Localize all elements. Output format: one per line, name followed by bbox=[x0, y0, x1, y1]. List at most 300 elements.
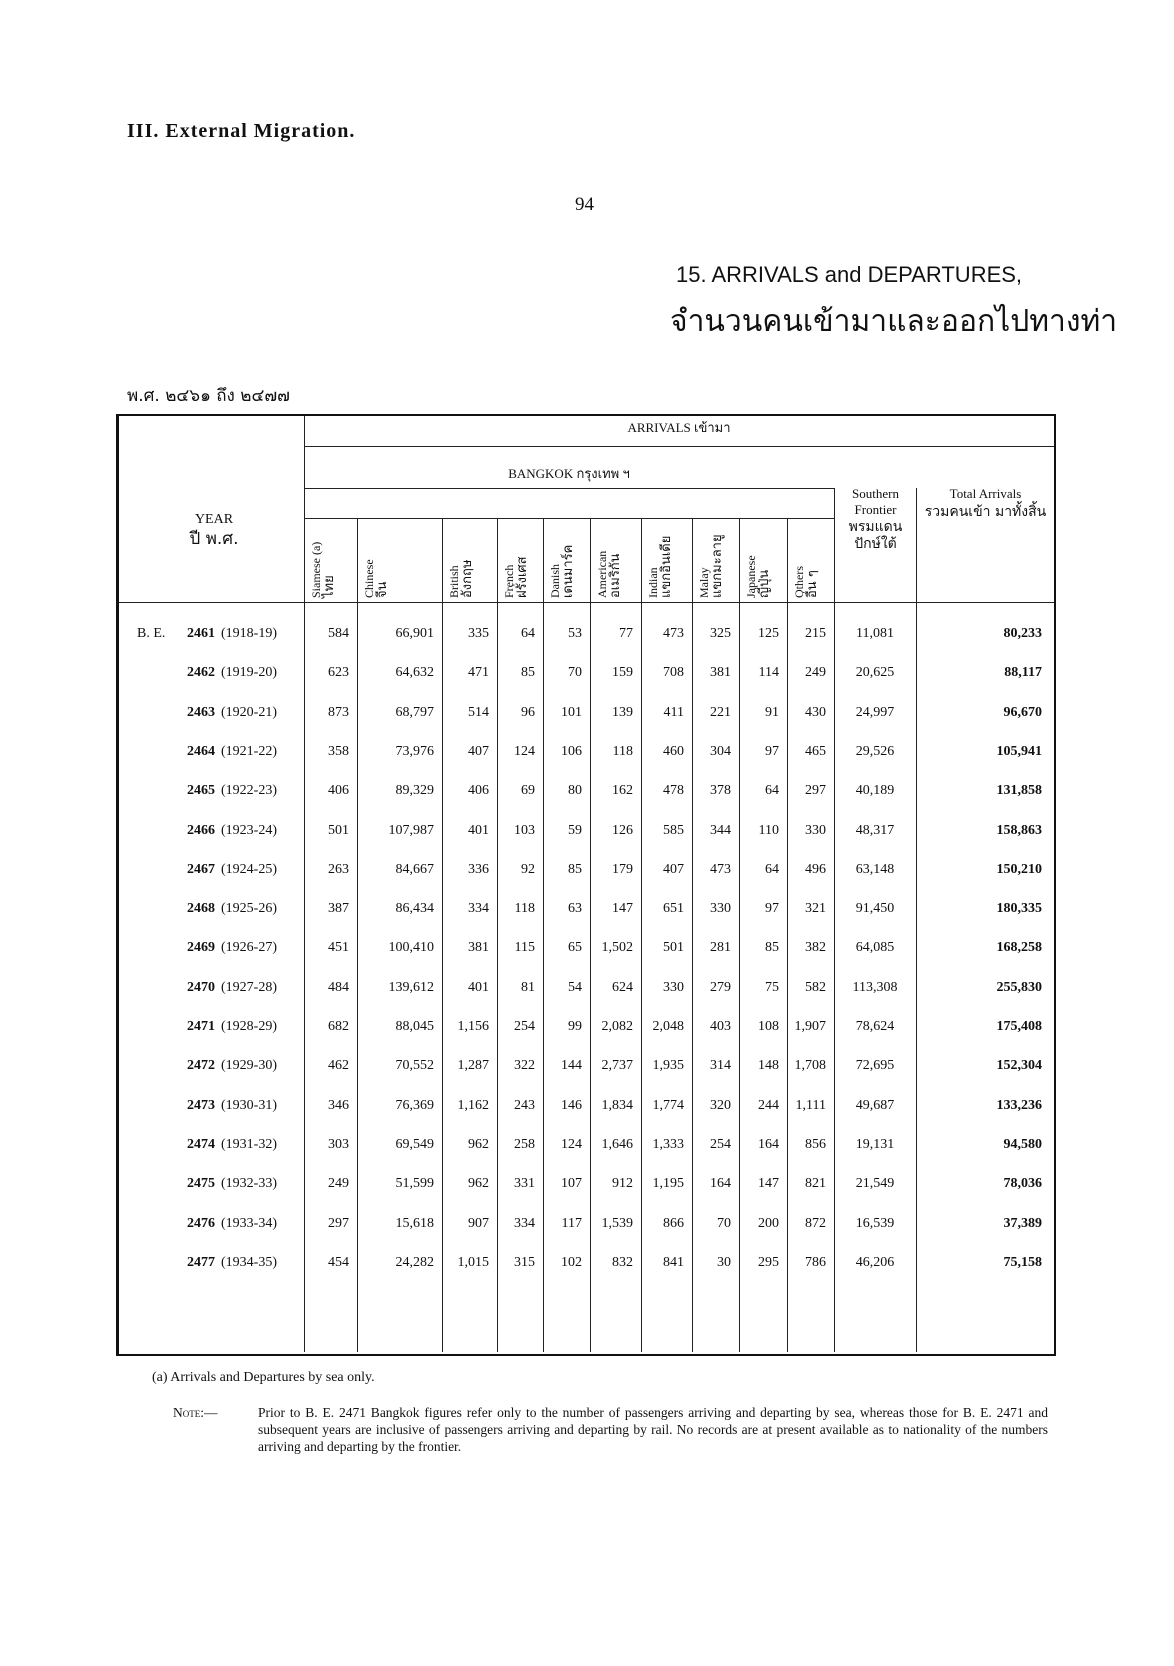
cell-southern-frontier: 21,549 bbox=[855, 1176, 895, 1192]
year-cell bbox=[187, 940, 277, 956]
column-label-en: Japanese bbox=[744, 555, 758, 598]
cell-indian: 841 bbox=[663, 1254, 684, 1270]
cell-siamese: 303 bbox=[328, 1136, 349, 1152]
year-ce: (1927-28) bbox=[221, 979, 277, 995]
cell-total-arrivals: 180,335 bbox=[996, 901, 1042, 917]
table-rule bbox=[692, 518, 693, 1352]
cell-siamese: 387 bbox=[328, 901, 349, 917]
arrivals-table bbox=[116, 414, 1056, 1356]
cell-siamese: 451 bbox=[328, 940, 349, 956]
column-label-th: ญี่ปุ่น bbox=[757, 569, 773, 598]
cell-indian: 330 bbox=[663, 979, 684, 995]
cell-siamese: 462 bbox=[328, 1058, 349, 1074]
cell-malay: 279 bbox=[710, 979, 731, 995]
year-cell bbox=[187, 980, 277, 996]
year-ce: (1933-34) bbox=[221, 1215, 277, 1231]
cell-siamese: 358 bbox=[328, 743, 349, 759]
cell-japanese: 91 bbox=[765, 704, 779, 720]
cell-southern-frontier: 64,085 bbox=[855, 940, 895, 956]
year-be: 2466 bbox=[187, 822, 215, 838]
column-label-en: French bbox=[502, 564, 516, 598]
cell-japanese: 75 bbox=[765, 979, 779, 995]
year-ce: (1923-24) bbox=[221, 822, 277, 838]
year-ce: (1928-29) bbox=[221, 1019, 277, 1034]
cell-british: 336 bbox=[468, 861, 489, 877]
cell-indian: 2,048 bbox=[652, 1019, 684, 1034]
column-header-american bbox=[596, 524, 623, 598]
cell-siamese: 406 bbox=[328, 783, 349, 799]
cell-japanese: 64 bbox=[765, 861, 779, 877]
year-cell bbox=[187, 823, 277, 839]
cell-siamese: 249 bbox=[328, 1176, 349, 1192]
year-be: 2463 bbox=[187, 704, 215, 720]
cell-others: 382 bbox=[805, 940, 826, 956]
cell-siamese: 297 bbox=[328, 1215, 349, 1231]
cell-chinese: 84,667 bbox=[395, 861, 434, 877]
table-rule bbox=[304, 488, 834, 489]
cell-chinese: 73,976 bbox=[395, 743, 434, 759]
cell-others: 321 bbox=[805, 901, 826, 917]
cell-british: 335 bbox=[468, 626, 489, 641]
cell-american: 126 bbox=[612, 822, 633, 838]
table-rule bbox=[739, 518, 740, 1352]
cell-american: 2,737 bbox=[601, 1058, 633, 1074]
year-cell bbox=[187, 744, 277, 760]
cell-chinese: 107,987 bbox=[388, 822, 434, 838]
cell-american: 1,502 bbox=[601, 940, 633, 956]
cell-japanese: 148 bbox=[758, 1058, 779, 1074]
cell-total-arrivals: 158,863 bbox=[996, 822, 1042, 838]
cell-french: 258 bbox=[514, 1136, 535, 1152]
cell-southern-frontier: 113,308 bbox=[852, 979, 898, 995]
cell-indian: 1,935 bbox=[652, 1058, 684, 1074]
cell-british: 1,287 bbox=[457, 1058, 489, 1074]
cell-southern-frontier: 16,539 bbox=[855, 1215, 895, 1231]
column-label-en: Chinese bbox=[362, 559, 376, 598]
footnote: (a) Arrivals and Departures by sea only. bbox=[152, 1370, 375, 1385]
cell-danish: 63 bbox=[568, 901, 582, 917]
cell-malay: 70 bbox=[717, 1215, 731, 1231]
year-cell bbox=[187, 783, 277, 799]
year-cell bbox=[187, 1137, 277, 1153]
cell-indian: 708 bbox=[663, 665, 684, 681]
cell-southern-frontier: 49,687 bbox=[855, 1097, 895, 1113]
year-cell bbox=[187, 1058, 277, 1074]
cell-indian: 501 bbox=[663, 940, 684, 956]
cell-malay: 254 bbox=[710, 1136, 731, 1152]
cell-siamese: 873 bbox=[328, 704, 349, 720]
cell-danish: 117 bbox=[561, 1215, 582, 1231]
table-rule bbox=[590, 518, 591, 1352]
cell-indian: 585 bbox=[663, 822, 684, 838]
cell-total-arrivals: 96,670 bbox=[1003, 704, 1042, 720]
cell-total-arrivals: 131,858 bbox=[996, 783, 1042, 799]
year-ce: (1931-32) bbox=[221, 1136, 277, 1152]
cell-japanese: 64 bbox=[765, 783, 779, 799]
cell-danish: 144 bbox=[561, 1058, 582, 1074]
cell-japanese: 244 bbox=[758, 1097, 779, 1113]
cell-others: 297 bbox=[805, 783, 826, 799]
column-label-en: Siamese (a) bbox=[309, 541, 323, 598]
table-rule bbox=[787, 518, 788, 1352]
cell-japanese: 97 bbox=[765, 901, 779, 917]
year-ce: (1926-27) bbox=[221, 940, 277, 956]
year-header bbox=[139, 512, 289, 549]
year-ce: (1929-30) bbox=[221, 1058, 277, 1074]
cell-british: 407 bbox=[468, 743, 489, 759]
cell-danish: 101 bbox=[561, 704, 582, 720]
cell-indian: 478 bbox=[663, 783, 684, 799]
year-be: 2477 bbox=[187, 1254, 215, 1270]
cell-malay: 304 bbox=[710, 743, 731, 759]
year-be: 2470 bbox=[187, 979, 215, 995]
year-label-thai: ปี พ.ศ. bbox=[189, 528, 239, 549]
note-text: Prior to B. E. 2471 Bangkok figures refer only to the number of passengers arriving and departing by sea, whereas those for B. E. 2471 and subsequent years are inclusive of passengers arriving and departing by rail. No records are at present available as to nationality of the numbers arriving and departing by the frontier. bbox=[258, 1405, 1048, 1454]
cell-french: 69 bbox=[521, 783, 535, 799]
cell-malay: 314 bbox=[710, 1058, 731, 1074]
cell-american: 1,539 bbox=[601, 1215, 633, 1231]
cell-chinese: 66,901 bbox=[395, 626, 434, 641]
cell-chinese: 51,599 bbox=[395, 1176, 434, 1192]
cell-others: 786 bbox=[805, 1254, 826, 1270]
cell-total-arrivals: 78,036 bbox=[1003, 1176, 1042, 1192]
table-rule bbox=[543, 518, 544, 1352]
cell-french: 243 bbox=[514, 1097, 535, 1113]
cell-chinese: 139,612 bbox=[388, 979, 434, 995]
southern-frontier-header bbox=[835, 486, 916, 553]
cell-southern-frontier: 19,131 bbox=[855, 1136, 895, 1152]
cell-french: 85 bbox=[521, 665, 535, 681]
cell-malay: 320 bbox=[710, 1097, 731, 1113]
year-cell bbox=[187, 901, 277, 917]
cell-malay: 164 bbox=[710, 1176, 731, 1192]
cell-japanese: 97 bbox=[765, 743, 779, 759]
year-be: 2468 bbox=[187, 901, 215, 917]
table-rule bbox=[304, 518, 834, 519]
table-rule bbox=[119, 602, 1054, 603]
cell-total-arrivals: 94,580 bbox=[1003, 1136, 1042, 1152]
cell-american: 139 bbox=[612, 704, 633, 720]
cell-danish: 146 bbox=[561, 1097, 582, 1113]
year-be: 2465 bbox=[187, 783, 215, 799]
table-rule bbox=[357, 518, 358, 1352]
year-cell bbox=[187, 1098, 277, 1114]
cell-british: 1,015 bbox=[457, 1254, 489, 1270]
column-header-japanese bbox=[745, 524, 772, 598]
cell-siamese: 484 bbox=[328, 979, 349, 995]
cell-others: 1,907 bbox=[794, 1019, 826, 1034]
southern-frontier-label: Southern Frontier bbox=[852, 486, 899, 517]
note bbox=[173, 1405, 1048, 1456]
total-arrivals-label-thai: รวมคนเข้า มาทั้งสิ้น bbox=[924, 503, 1047, 520]
column-header-chinese bbox=[363, 524, 390, 598]
cell-british: 401 bbox=[468, 979, 489, 995]
total-arrivals-label: Total Arrivals bbox=[949, 486, 1022, 501]
cell-indian: 1,774 bbox=[652, 1097, 684, 1113]
cell-british: 471 bbox=[468, 665, 489, 681]
cell-japanese: 200 bbox=[758, 1215, 779, 1231]
cell-others: 1,708 bbox=[794, 1058, 826, 1074]
cell-indian: 473 bbox=[663, 626, 684, 641]
cell-british: 962 bbox=[468, 1176, 489, 1192]
bangkok-header: BANGKOK กรุงเทพ ฯ bbox=[508, 466, 630, 481]
cell-danish: 53 bbox=[568, 626, 582, 641]
cell-total-arrivals: 168,258 bbox=[996, 940, 1042, 956]
cell-total-arrivals: 133,236 bbox=[996, 1097, 1042, 1113]
table-rule bbox=[442, 518, 443, 1352]
cell-british: 962 bbox=[468, 1136, 489, 1152]
cell-siamese: 623 bbox=[328, 665, 349, 681]
cell-british: 406 bbox=[468, 783, 489, 799]
cell-southern-frontier: 78,624 bbox=[855, 1019, 895, 1034]
cell-danish: 70 bbox=[568, 665, 582, 681]
arrivals-header: ARRIVALS เข้ามา bbox=[627, 420, 731, 435]
year-ce: (1918-19) bbox=[221, 626, 277, 641]
column-header-others bbox=[793, 524, 820, 598]
cell-japanese: 164 bbox=[758, 1136, 779, 1152]
column-label-en: British bbox=[447, 565, 461, 598]
year-cell bbox=[187, 705, 277, 721]
cell-southern-frontier: 29,526 bbox=[855, 743, 895, 759]
cell-danish: 54 bbox=[568, 979, 582, 995]
year-ce: (1925-26) bbox=[221, 901, 277, 917]
cell-others: 1,111 bbox=[795, 1097, 826, 1113]
cell-others: 856 bbox=[805, 1136, 826, 1152]
cell-french: 92 bbox=[521, 861, 535, 877]
cell-malay: 30 bbox=[717, 1254, 731, 1270]
cell-chinese: 89,329 bbox=[395, 783, 434, 799]
cell-danish: 102 bbox=[561, 1254, 582, 1270]
cell-chinese: 24,282 bbox=[395, 1254, 434, 1270]
column-label-th: อเมริกัน bbox=[608, 553, 624, 598]
cell-southern-frontier: 11,081 bbox=[856, 626, 894, 641]
table-rule bbox=[497, 518, 498, 1352]
cell-french: 118 bbox=[514, 901, 535, 917]
cell-total-arrivals: 88,117 bbox=[1004, 665, 1042, 681]
year-ce: (1921-22) bbox=[221, 743, 277, 759]
table-rule bbox=[304, 446, 1054, 447]
column-label-en: Danish bbox=[548, 564, 562, 598]
year-ce: (1934-35) bbox=[221, 1254, 277, 1270]
cell-american: 1,834 bbox=[601, 1097, 633, 1113]
cell-american: 179 bbox=[612, 861, 633, 877]
cell-others: 465 bbox=[805, 743, 826, 759]
cell-american: 147 bbox=[612, 901, 633, 917]
column-header-british bbox=[448, 524, 475, 598]
cell-british: 514 bbox=[468, 704, 489, 720]
cell-indian: 1,195 bbox=[652, 1176, 684, 1192]
column-label-th: เดนมาร์ค bbox=[561, 544, 577, 598]
cell-chinese: 100,410 bbox=[388, 940, 434, 956]
cell-southern-frontier: 40,189 bbox=[855, 783, 895, 799]
year-be: 2461 bbox=[187, 626, 215, 641]
cell-danish: 99 bbox=[568, 1019, 582, 1034]
table-rule bbox=[304, 416, 305, 1352]
cell-siamese: 454 bbox=[328, 1254, 349, 1270]
page-number: 94 bbox=[575, 194, 594, 215]
cell-french: 115 bbox=[514, 940, 535, 956]
cell-japanese: 295 bbox=[758, 1254, 779, 1270]
column-label-en: Malay bbox=[697, 567, 711, 598]
cell-french: 96 bbox=[521, 704, 535, 720]
cell-french: 124 bbox=[514, 743, 535, 759]
note-label: Note:— bbox=[173, 1405, 218, 1420]
cell-american: 1,646 bbox=[601, 1136, 633, 1152]
cell-total-arrivals: 255,830 bbox=[996, 979, 1042, 995]
cell-indian: 1,333 bbox=[652, 1136, 684, 1152]
column-header-malay bbox=[698, 524, 725, 598]
year-ce: (1920-21) bbox=[221, 704, 277, 720]
cell-total-arrivals: 150,210 bbox=[996, 861, 1042, 877]
cell-southern-frontier: 46,206 bbox=[855, 1254, 895, 1270]
column-header-siamese bbox=[310, 524, 337, 598]
cell-japanese: 85 bbox=[765, 940, 779, 956]
column-label-th: แขกมะลายู bbox=[710, 534, 726, 598]
cell-french: 334 bbox=[514, 1215, 535, 1231]
cell-southern-frontier: 63,148 bbox=[855, 861, 895, 877]
cell-indian: 460 bbox=[663, 743, 684, 759]
cell-american: 624 bbox=[612, 979, 633, 995]
cell-others: 821 bbox=[805, 1176, 826, 1192]
year-ce: (1919-20) bbox=[221, 665, 277, 681]
cell-southern-frontier: 48,317 bbox=[855, 822, 895, 838]
column-label-th: จีน bbox=[375, 581, 391, 598]
column-label-th: อื่น ๆ bbox=[805, 570, 821, 598]
year-cell bbox=[187, 1216, 277, 1232]
cell-chinese: 88,045 bbox=[395, 1019, 434, 1034]
year-be: 2462 bbox=[187, 665, 215, 681]
cell-southern-frontier: 24,997 bbox=[855, 704, 895, 720]
cell-others: 430 bbox=[805, 704, 826, 720]
cell-total-arrivals: 175,408 bbox=[996, 1019, 1042, 1034]
column-header-indian bbox=[647, 524, 674, 598]
table-title: 15. ARRIVALS and DEPARTURES, bbox=[676, 262, 1023, 287]
cell-indian: 411 bbox=[663, 704, 684, 720]
column-label-en: Others bbox=[792, 566, 806, 598]
year-cell bbox=[187, 862, 277, 878]
era-label: B. E. bbox=[137, 626, 166, 641]
cell-danish: 124 bbox=[561, 1136, 582, 1152]
total-arrivals-header bbox=[917, 486, 1054, 520]
cell-american: 2,082 bbox=[601, 1019, 633, 1034]
year-be: 2471 bbox=[187, 1019, 215, 1034]
year-be: 2469 bbox=[187, 940, 215, 956]
year-ce: (1922-23) bbox=[221, 783, 277, 799]
cell-indian: 866 bbox=[663, 1215, 684, 1231]
cell-others: 249 bbox=[805, 665, 826, 681]
cell-siamese: 584 bbox=[328, 626, 349, 641]
cell-total-arrivals: 105,941 bbox=[996, 743, 1042, 759]
cell-french: 64 bbox=[521, 626, 535, 641]
column-label-th: ฝรั่งเศส bbox=[515, 556, 531, 598]
cell-malay: 403 bbox=[710, 1019, 731, 1034]
cell-southern-frontier: 72,695 bbox=[855, 1058, 895, 1074]
year-cell bbox=[187, 1019, 277, 1035]
cell-malay: 473 bbox=[710, 861, 731, 877]
table-rule bbox=[641, 518, 642, 1352]
cell-indian: 407 bbox=[663, 861, 684, 877]
year-be: 2473 bbox=[187, 1097, 215, 1113]
cell-chinese: 70,552 bbox=[395, 1058, 434, 1074]
year-be: 2472 bbox=[187, 1058, 215, 1074]
year-be: 2474 bbox=[187, 1136, 215, 1152]
year-cell bbox=[187, 626, 277, 642]
cell-french: 331 bbox=[514, 1176, 535, 1192]
table-title-thai: จำนวนคนเข้ามาและออกไปทางท่า bbox=[670, 304, 1118, 339]
cell-siamese: 682 bbox=[328, 1019, 349, 1034]
year-be: 2464 bbox=[187, 743, 215, 759]
cell-french: 322 bbox=[514, 1058, 535, 1074]
column-label-th: อังกฤษ bbox=[460, 559, 476, 598]
column-label-en: American bbox=[595, 550, 609, 598]
cell-french: 315 bbox=[514, 1254, 535, 1270]
column-label-en: Indian bbox=[646, 567, 660, 598]
cell-siamese: 263 bbox=[328, 861, 349, 877]
section-heading: III. External Migration. bbox=[127, 120, 356, 142]
year-ce: (1932-33) bbox=[221, 1176, 277, 1192]
year-cell bbox=[187, 665, 277, 681]
cell-malay: 381 bbox=[710, 665, 731, 681]
cell-british: 381 bbox=[468, 940, 489, 956]
cell-japanese: 110 bbox=[758, 822, 779, 838]
cell-danish: 59 bbox=[568, 822, 582, 838]
cell-danish: 80 bbox=[568, 783, 582, 799]
cell-indian: 651 bbox=[663, 901, 684, 917]
cell-chinese: 86,434 bbox=[395, 901, 434, 917]
cell-french: 81 bbox=[521, 979, 535, 995]
cell-british: 1,162 bbox=[457, 1097, 489, 1113]
cell-malay: 221 bbox=[710, 704, 731, 720]
column-header-danish bbox=[549, 524, 576, 598]
cell-others: 872 bbox=[805, 1215, 826, 1231]
cell-siamese: 346 bbox=[328, 1097, 349, 1113]
cell-american: 162 bbox=[612, 783, 633, 799]
cell-total-arrivals: 152,304 bbox=[996, 1058, 1042, 1074]
cell-danish: 107 bbox=[561, 1176, 582, 1192]
cell-american: 77 bbox=[619, 626, 633, 641]
cell-chinese: 15,618 bbox=[395, 1215, 434, 1231]
cell-others: 330 bbox=[805, 822, 826, 838]
column-label-th: ไทย bbox=[322, 575, 338, 598]
column-header-french bbox=[503, 524, 530, 598]
cell-british: 334 bbox=[468, 901, 489, 917]
period-label: พ.ศ. ๒๔๖๑ ถึง ๒๔๗๗ bbox=[127, 386, 290, 406]
cell-american: 912 bbox=[612, 1176, 633, 1192]
cell-american: 832 bbox=[612, 1254, 633, 1270]
cell-danish: 65 bbox=[568, 940, 582, 956]
cell-chinese: 69,549 bbox=[395, 1136, 434, 1152]
cell-british: 401 bbox=[468, 822, 489, 838]
cell-southern-frontier: 91,450 bbox=[855, 901, 895, 917]
cell-japanese: 114 bbox=[758, 665, 779, 681]
cell-total-arrivals: 75,158 bbox=[1003, 1254, 1042, 1270]
year-label: YEAR bbox=[194, 512, 234, 527]
cell-japanese: 125 bbox=[758, 626, 779, 641]
year-ce: (1924-25) bbox=[221, 861, 277, 877]
cell-malay: 281 bbox=[710, 940, 731, 956]
cell-british: 907 bbox=[468, 1215, 489, 1231]
year-be: 2476 bbox=[187, 1215, 215, 1231]
cell-malay: 378 bbox=[710, 783, 731, 799]
cell-japanese: 108 bbox=[758, 1019, 779, 1034]
cell-total-arrivals: 37,389 bbox=[1003, 1215, 1042, 1231]
cell-french: 254 bbox=[514, 1019, 535, 1034]
cell-others: 496 bbox=[805, 861, 826, 877]
year-ce: (1930-31) bbox=[221, 1097, 277, 1113]
cell-american: 118 bbox=[612, 743, 633, 759]
year-be: 2467 bbox=[187, 861, 215, 877]
cell-malay: 330 bbox=[710, 901, 731, 917]
